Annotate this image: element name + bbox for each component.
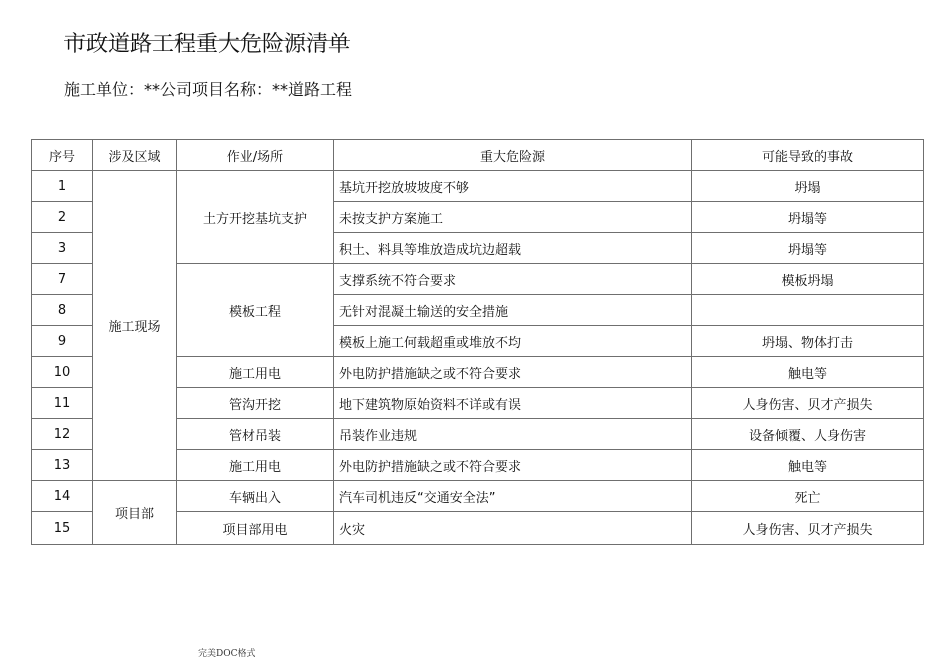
header-no: 序号 xyxy=(32,140,93,171)
page-title: 市政道路工程重大危险源清单 xyxy=(64,32,351,57)
table-header-row xyxy=(32,140,924,171)
row-no: 15 xyxy=(32,512,93,545)
area-cell: 施工现场 xyxy=(93,171,177,481)
row-no: 2 xyxy=(32,202,93,233)
work-cell: 项目部用电 xyxy=(177,512,334,545)
hazard-cell: 未按支护方案施工 xyxy=(334,202,692,233)
row-no: 1 xyxy=(32,171,93,202)
accident-cell: 坍塌、物体打击 xyxy=(692,326,924,357)
hazard-cell: 火灾 xyxy=(334,512,692,545)
hazard-cell: 汽车司机违反“交通安全法” xyxy=(334,481,692,512)
accident-cell: 坍塌等 xyxy=(692,233,924,264)
header-hazard: 重大危险源 xyxy=(334,140,692,171)
work-cell: 施工用电 xyxy=(177,450,334,481)
accident-cell: 死亡 xyxy=(692,481,924,512)
header-work: 作业/场所 xyxy=(177,140,334,171)
work-cell: 管材吊装 xyxy=(177,419,334,450)
work-cell: 施工用电 xyxy=(177,357,334,388)
hazard-table xyxy=(31,139,924,545)
row-no: 13 xyxy=(32,450,93,481)
accident-cell: 模板坍塌 xyxy=(692,264,924,295)
accident-cell: 人身伤害、贝才产损失 xyxy=(692,388,924,419)
row-no: 10 xyxy=(32,357,93,388)
hazard-cell: 吊装作业违规 xyxy=(334,419,692,450)
accident-cell: 触电等 xyxy=(692,450,924,481)
area-cell: 项目部 xyxy=(93,481,177,545)
row-no: 14 xyxy=(32,481,93,512)
work-cell: 土方开挖基坑支护 xyxy=(177,171,334,264)
hazard-cell: 外电防护措施缺之或不符合要求 xyxy=(334,450,692,481)
row-no: 11 xyxy=(32,388,93,419)
hazard-cell: 基坑开挖放坡坡度不够 xyxy=(334,171,692,202)
accident-cell: 坍塌等 xyxy=(692,202,924,233)
accident-cell: 坍塌 xyxy=(692,171,924,202)
hazard-cell: 模板上施工何载超重或堆放不均 xyxy=(334,326,692,357)
hazard-cell: 积土、料具等堆放造成坑边超载 xyxy=(334,233,692,264)
hazard-cell: 无针对混凝土输送的安全措施 xyxy=(334,295,692,326)
work-cell: 管沟开挖 xyxy=(177,388,334,419)
work-cell: 车辆出入 xyxy=(177,481,334,512)
hazard-cell: 外电防护措施缺之或不符合要求 xyxy=(334,357,692,388)
row-no: 8 xyxy=(32,295,93,326)
row-no: 12 xyxy=(32,419,93,450)
header-area: 涉及区域 xyxy=(93,140,177,171)
row-no: 9 xyxy=(32,326,93,357)
table-row xyxy=(32,481,924,512)
accident-cell xyxy=(692,295,924,326)
hazard-cell: 地下建筑物原始资料不详或有误 xyxy=(334,388,692,419)
footer-note: 完美DOC格式 xyxy=(198,649,256,659)
row-no: 3 xyxy=(32,233,93,264)
work-cell: 模板工程 xyxy=(177,264,334,357)
hazard-cell: 支撑系统不符合要求 xyxy=(334,264,692,295)
header-accident: 可能导致的事故 xyxy=(692,140,924,171)
accident-cell: 设备倾覆、人身伤害 xyxy=(692,419,924,450)
row-no: 7 xyxy=(32,264,93,295)
construction-unit-line: 施工单位：**公司项目名称：**道路工程 xyxy=(64,80,353,99)
accident-cell: 触电等 xyxy=(692,357,924,388)
accident-cell: 人身伤害、贝才产损失 xyxy=(692,512,924,545)
table-row xyxy=(32,171,924,202)
